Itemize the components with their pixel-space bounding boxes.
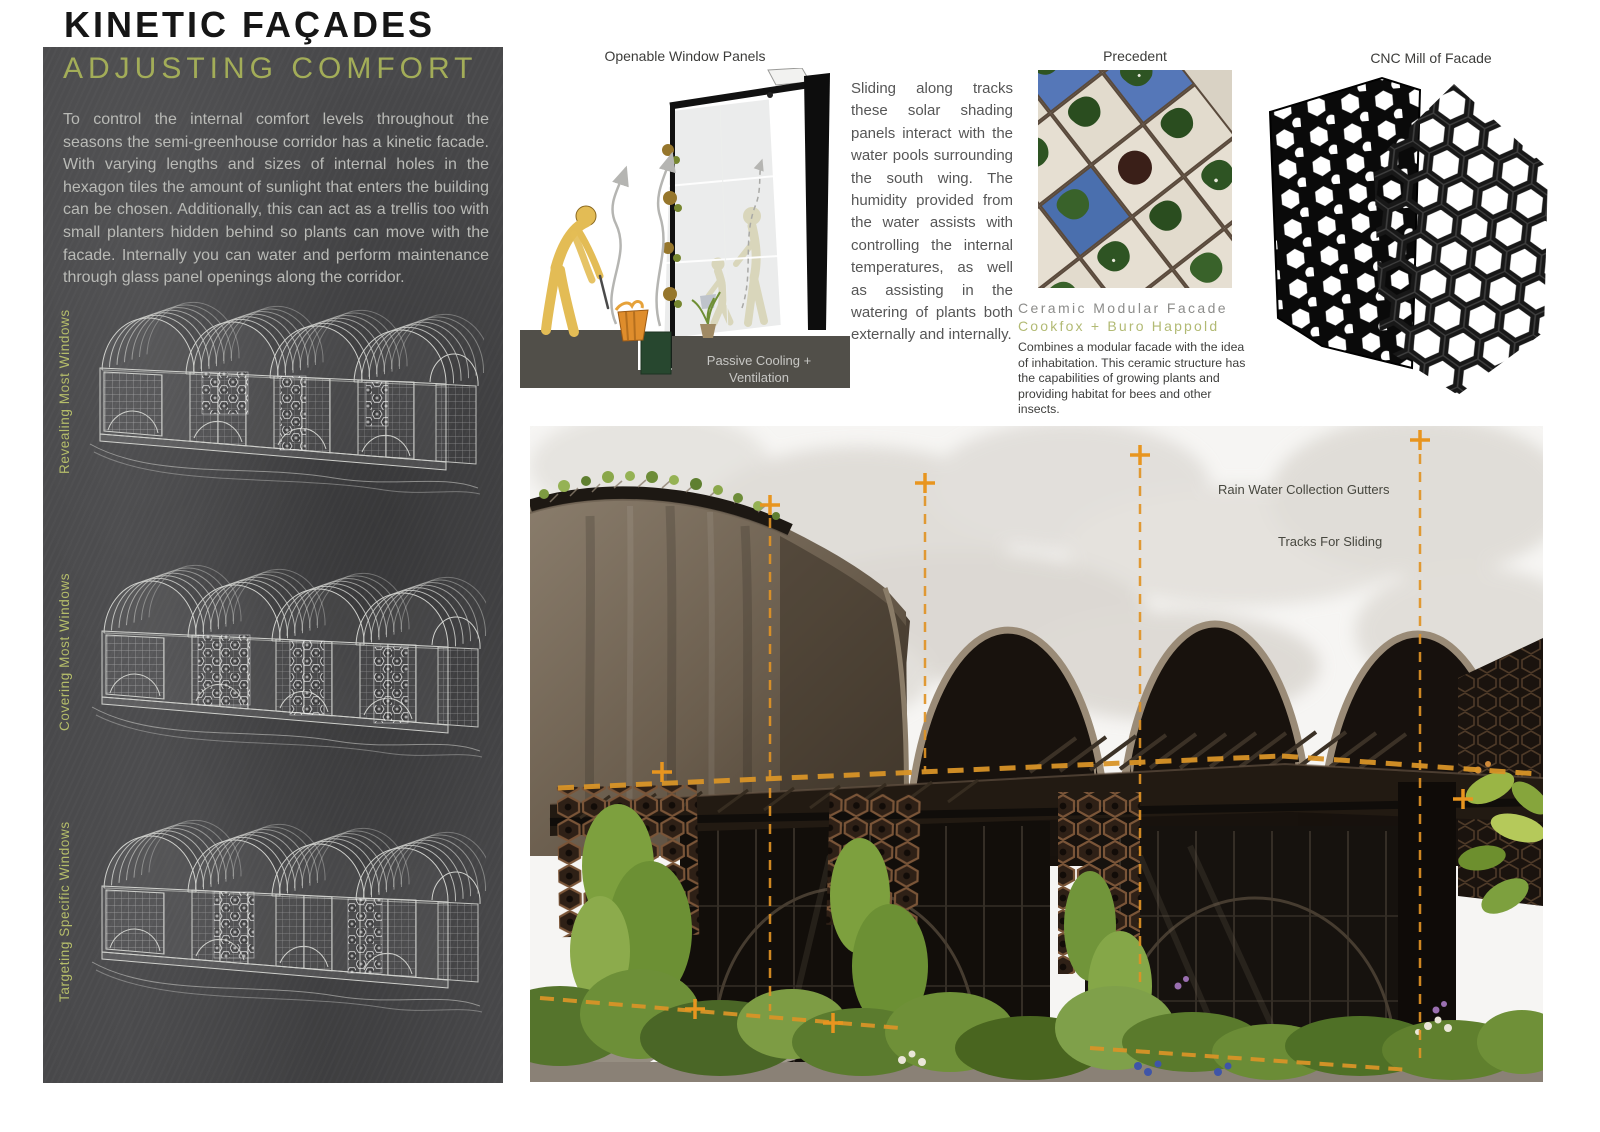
diagram-caption: Passive Cooling + Ventilation [706,353,812,385]
cnc-title: CNC Mill of Facade [1370,50,1492,66]
state-label-revealing: Revealing Most Windows [57,309,72,475]
tracks-sliding-label: Tracks For Sliding [1278,534,1383,549]
precedent-description: Combines a modular facade with the idea of inhabitation. This ceramic structure has the capabilities of growing plants and providing habitat for bees and other insects. [1018,340,1246,417]
planter-pool [641,332,671,374]
page-title: KINETIC FAÇADES [64,4,436,45]
building-render [530,426,1543,1082]
intro-paragraph: To control the internal comfort levels throughout the seasons the semi-greenhouse corridor has a kinetic facade. With varying lengths and sizes of internal holes in the hexagon tiles the amount of sunlight that enters the building can be chosen. Additionally, this can act as a trellis too with small planters hidden behind so plants can move with the facade. Internally you can water and perform maintenance through glass panel openings along the corridor. [63,111,489,287]
state-label-targeting: Targeting Specific Windows [57,821,72,1003]
greenhouse-wireframe-revealing [83,282,485,500]
greenhouse-wireframe-covering [85,545,487,763]
page-subtitle: ADJUSTING COMFORT [63,52,478,85]
state-label-covering: Covering Most Windows [57,572,72,732]
rain-water-gutters-label: Rain Water Collection Gutters [1218,482,1390,497]
precedent-credit: Cookfox + Buro Happold [1018,318,1220,334]
ceramic-facade-photo [1038,70,1232,288]
section-diagram [520,46,850,392]
diagram-title: Openable Window Panels [604,48,766,64]
cnc-facade-render [1262,70,1600,410]
openable-window-diagram [520,68,850,388]
gardener-figure [546,206,608,332]
left-panel [43,47,503,1083]
precedent-name: Ceramic Modular Facade [1018,300,1228,316]
precedent-title: Precedent [1103,48,1167,64]
sliding-panels-paragraph: Sliding along tracks these solar shading panels interact with the water pools surrounding the south wing. The humidity provided from the water assists with controlling the internal temperatures, as well as assisting in the watering of plants both externally and internally. [851,80,1013,344]
greenhouse-wireframe-targeting [85,800,487,1018]
render-scene [530,426,1543,1082]
